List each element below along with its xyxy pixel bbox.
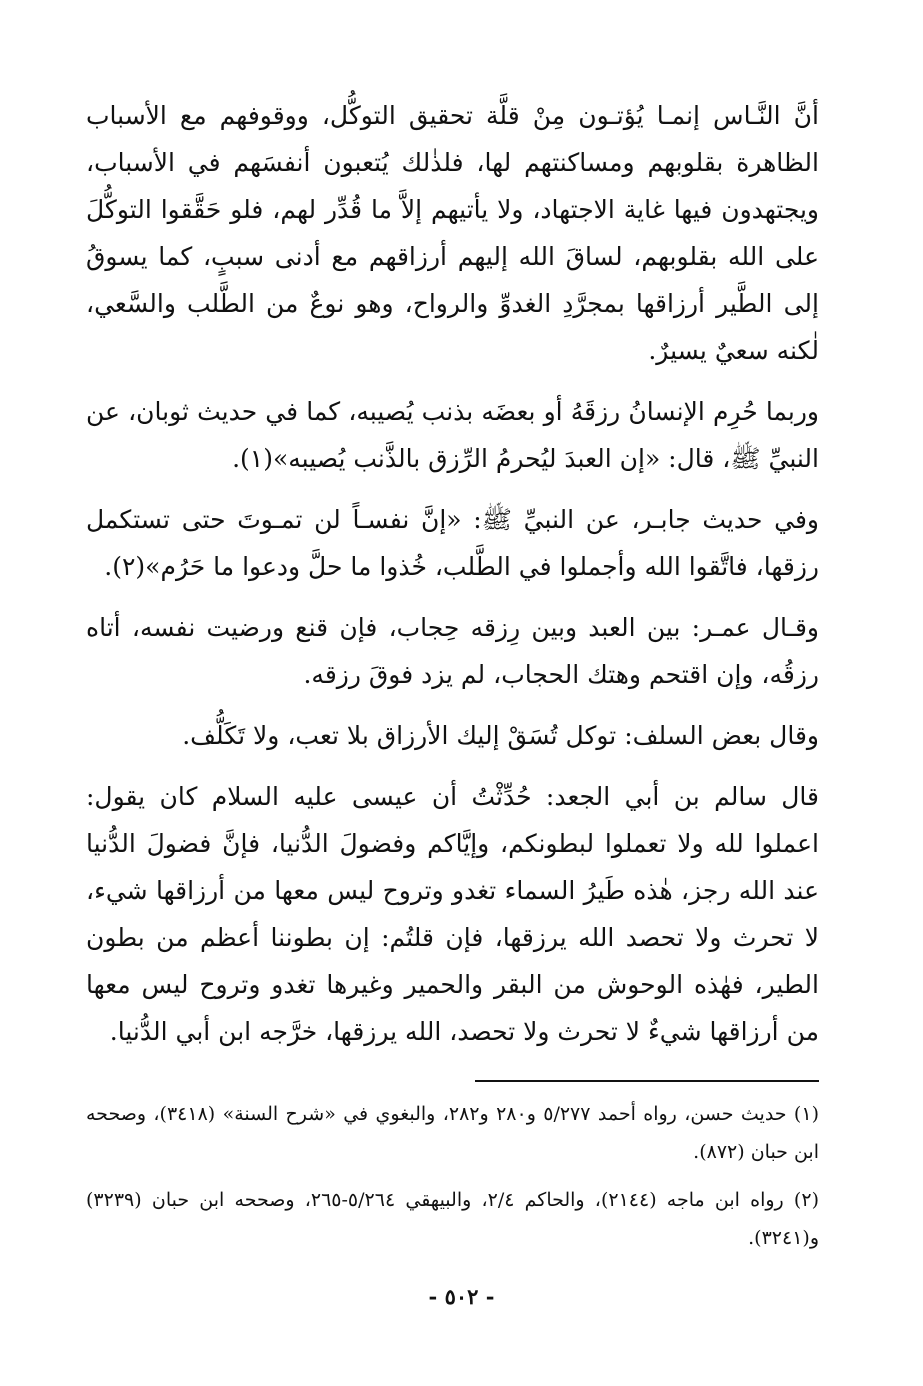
footnote-1: (١) حديث حسن، رواه أحمد ٥/٢٧٧ و٢٨٠ و٢٨٢، والبغوي في «شرح السنة» (٣٤١٨)، وصححه ابن حبان (٨٧٢).	[86, 1103, 819, 1163]
paragraph-jabir-hadith: وفي حديث جابـر، عن النبيِّ ﷺ: «إنَّ نفسـاً لن تمـوتَ حتى تستكمل رزقها، فاتَّقوا الله وأجملوا في الطَّلب، خُذوا ما حلَّ ودعوا ما حَرُم»(٢).	[86, 505, 819, 581]
footnote-2: (٢) رواه ابن ماجه (٢١٤٤)، والحاكم ٢/٤، والبيهقي ٥/٢٦٤-٢٦٥، وصححه ابن حبان (٣٢٣٩) و(٣٢٤١).	[86, 1189, 819, 1249]
page-number: - ٥٠٢ -	[428, 1284, 495, 1309]
main-text	[86, 92, 819, 1069]
footnotes	[86, 1095, 819, 1267]
paragraph-salim-narration: قال سالم بن أبي الجعد: حُدِّثْتُ أن عيسى عليه السلام كان يقول: اعملوا لله ولا تعملوا لبطونكم، وإيَّاكم وفضولَ الدُّنيا، فإنَّ فضولَ الدُّنيا عند الله رجز، هٰذه طَيرُ السماء تغدو وتروح ليس معها من أرزاقها شيء، لا تحرث ولا تحصد الله يرزقها، فإن قلتُم: إن بطوننا أعظم من بطون الطير، فهٰذه الوحوش من البقر والحمير وغيرها تغدو وتروح ليس معها من أرزاقها شيءٌ لا تحرث ولا تحصد، الله يرزقها، خرَّجه ابن أبي الدُّنيا.	[86, 782, 819, 1046]
paragraph-umar-saying: وقـال عمـر: بين العبد وبين رِزقه حِجاب، فإن قنع ورضيت نفسه، أتاه رزقُه، وإن اقتحم وهتك الحجاب، لم يزد فوقَ رزقه.	[86, 613, 819, 689]
footnote-separator	[475, 1080, 819, 1082]
paragraph-salaf-saying: وقال بعض السلف: توكل تُسَقْ إليك الأرزاق بلا تعب، ولا تَكَلُّف.	[182, 721, 819, 750]
paragraph-tawakkul: أنَّ النَّـاس إنمـا يُؤتـون مِنْ قلَّة تحقيق التوكُّل، ووقوفهم مع الأسباب الظاهرة بقلوبهم ومساكنتهم لها، فلذٰلك يُتعبون أنفسَهم في الأسباب، ويجتهدون فيها غاية الاجتهاد، ولا يأتيهم إلاَّ ما قُدِّر لهم، فلو حَقَّقوا التوكُّلَ على الله بقلوبهم، لساقَ الله إليهم أرزاقهم مع أدنى سببٍ، كما يسوقُ إلى الطَّير أرزاقها بمجرَّدِ الغدوِّ والرواح، وهو نوعٌ من الطَّلب والسَّعي، لٰكنه سعيٌ يسيرٌ.	[86, 101, 819, 365]
paragraph-thawban-hadith: وربما حُرِم الإنسانُ رزقَهُ أو بعضَه بذنب يُصيبه، كما في حديث ثوبان، عن النبيِّ ﷺ، قال: «إن العبدَ ليُحرمُ الرِّزق بالذَّنب يُصيبه»(١).	[86, 397, 819, 473]
